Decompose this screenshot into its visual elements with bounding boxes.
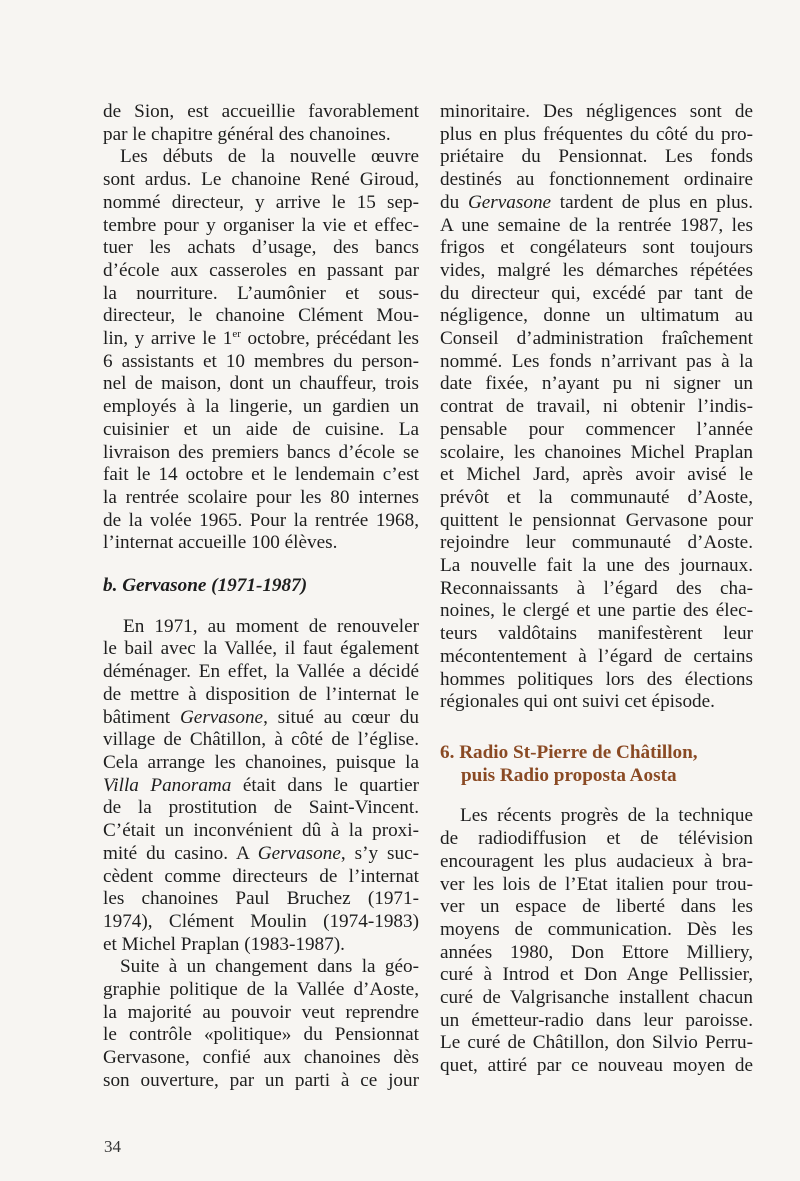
text-line: graphie politique de la Vallée d’Aoste, xyxy=(103,979,419,1001)
text-line: bâtiment Gervasone, situé au cœur du xyxy=(103,706,419,728)
paragraph-gervasone xyxy=(103,616,419,957)
text-line: rejoindre leur communauté d’Aoste. xyxy=(440,532,753,554)
text-line: mécontentement à l’égard de certains xyxy=(440,645,753,667)
paragraph-debuts xyxy=(103,146,419,555)
text-line: la nourriture. L’aumônier et sous- xyxy=(103,282,419,304)
text-line: destinés au fonctionnement ordinaire xyxy=(440,169,753,191)
text-line: la rentrée scolaire pour les 80 internes xyxy=(103,486,419,508)
page-number: 34 xyxy=(104,1137,121,1156)
text-line: de la prostitution de Saint-Vincent. xyxy=(103,797,419,819)
text-line: déménager. En effet, la Vallée a décidé xyxy=(103,661,419,683)
text-line: fait le 14 octobre et le lendemain c’est xyxy=(103,464,419,486)
text-line: le contrôle «politique» du Pensionnat xyxy=(103,1024,419,1046)
text-line: du directeur qui, excédé par tant de xyxy=(440,282,753,304)
text-line: frigos et congélateurs sont toujours xyxy=(440,237,753,259)
text-line: la majorité au pouvoir veut reprendre xyxy=(103,1001,419,1023)
text-line: lin, y arrive le 1er octobre, précédant les xyxy=(103,328,419,350)
text-line: En 1971, au moment de renouveler xyxy=(123,615,419,637)
text-line: du Gervasone tardent de plus en plus. xyxy=(440,191,754,213)
paragraph-radio xyxy=(440,805,753,1077)
section-heading xyxy=(440,742,753,787)
text-line: cèdent comme directeurs de l’internat xyxy=(103,865,419,887)
text-line: noines, le clergé et une partie des élec- xyxy=(440,600,753,622)
text-line: teurs valdôtains manifestèrent leur xyxy=(440,623,753,645)
paragraph-negligences xyxy=(440,101,753,714)
text-line: ver les lois de l’Etat italien pour trou- xyxy=(440,873,753,895)
text-line: d’école aux casseroles en passant par xyxy=(103,259,419,281)
paragraph-politique xyxy=(103,956,419,1092)
text-line: 6 assistants et 10 membres du person- xyxy=(103,350,419,372)
text-line: plus en plus fréquentes du côté du pro- xyxy=(440,123,753,145)
text-line: scolaire, les chanoines Michel Praplan xyxy=(440,441,753,463)
text-line: années 1980, Don Ettore Milliery, xyxy=(440,941,753,963)
text-line: par le chapitre général des chanoines. xyxy=(103,123,391,145)
text-line: régionales qui ont suivi cet épisode. xyxy=(440,691,715,713)
left-column xyxy=(103,101,419,1093)
text-line: de mettre à disposition de l’internat le xyxy=(103,683,419,705)
text-line: cuisinier et un aide de cuisine. La xyxy=(103,418,419,440)
text-line: de radiodiffusion et de télévision xyxy=(440,828,753,850)
text-line: l’internat accueille 100 élèves. xyxy=(103,532,338,554)
text-line: quet, attiré par ce nouveau moyen de xyxy=(440,1055,753,1077)
text-line: Les récents progrès de la technique xyxy=(460,805,753,827)
text-line: moyens de communication. Dès les xyxy=(440,918,753,940)
text-line: un émetteur-radio dans leur paroisse. xyxy=(440,1009,753,1031)
text-line: A une semaine de la rentrée 1987, les xyxy=(440,214,753,236)
text-line: sont ardus. Le chanoine René Giroud, xyxy=(103,169,419,191)
subsection-heading: b. Gervasone (1971-1987) xyxy=(103,575,308,597)
text-line: contrat de travail, ni obtenir l’indis- xyxy=(440,396,753,418)
text-line: 1974), Clément Moulin (1974-1983) xyxy=(103,910,419,932)
text-line: négligence, donne un ultimatum au xyxy=(440,305,753,327)
paragraph-continued xyxy=(103,101,419,146)
text-line: directeur, le chanoine Clément Mou- xyxy=(103,305,419,327)
text-line: quittent le pensionnat Gervasone pour xyxy=(440,509,753,531)
text-line: nommé. Les fonds n’arrivant pas à la xyxy=(440,350,753,372)
text-line: curé de Valgrisanche installent chacun xyxy=(440,987,753,1009)
text-line: Suite à un changement dans la géo- xyxy=(120,956,419,978)
text-line: livraison des premiers bancs d’école se xyxy=(103,441,419,463)
text-line: encouragent les plus audacieux à bra- xyxy=(440,850,753,872)
text-line: Gervasone, confié aux chanoines dès xyxy=(103,1047,419,1069)
text-line: ver un espace de liberté dans les xyxy=(440,896,753,918)
text-line: date fixée, n’ayant pu ni signer un xyxy=(440,373,753,395)
text-line: Reconnaissants à l’égard des cha- xyxy=(440,577,753,599)
text-line: Conseil d’administration fraîchement xyxy=(440,328,753,350)
right-column xyxy=(440,101,753,1078)
text-line: C’était un inconvénient dû à la proxi- xyxy=(103,820,419,842)
text-line: priétaire du Pensionnat. Les fonds xyxy=(440,146,753,168)
text-line: employés à la lingerie, un gardien un xyxy=(103,396,419,418)
text-line: tembre pour y organiser la vie et effec- xyxy=(103,214,419,236)
text-line: et Michel Jard, après avoir avisé le xyxy=(440,464,753,486)
text-line: Les débuts de la nouvelle œuvre xyxy=(120,146,419,168)
text-line: Le curé de Châtillon, don Silvio Perru- xyxy=(440,1032,753,1054)
section-heading-line: puis Radio proposta Aosta xyxy=(461,764,677,786)
text-line: vides, malgré les démarches répétées xyxy=(440,259,753,281)
superscript: er xyxy=(232,328,241,341)
text-line: de la volée 1965. Pour la rentrée 1968, xyxy=(103,509,419,531)
text-line: les chanoines Paul Bruchez (1971- xyxy=(103,888,419,910)
text-line: tuer les achats d’usage, des bancs xyxy=(103,237,419,259)
text-line: le bail avec la Vallée, il faut également xyxy=(103,638,419,660)
text-line: Villa Panorama était dans le quartier xyxy=(103,774,419,796)
text-line: nommé directeur, y arrive le 15 sep- xyxy=(103,191,419,213)
text-line: La nouvelle fait la une des journaux. xyxy=(440,555,753,577)
section-heading-line: 6. Radio St-Pierre de Châtillon, xyxy=(440,741,698,763)
text-line: son ouverture, par un parti à ce jour xyxy=(103,1069,419,1091)
text-line: curé à Introd et Don Ange Pellissier, xyxy=(440,964,753,986)
text-line: mité du casino. A Gervasone, s’y suc- xyxy=(103,842,419,864)
text-line: et Michel Praplan (1983-1987). xyxy=(103,933,345,955)
text-line: pensable pour commencer l’année xyxy=(440,418,753,440)
text-line: Cela arrange les chanoines, puisque la xyxy=(103,751,419,773)
text-line: minoritaire. Des négligences sont de xyxy=(440,101,753,122)
text-line: prévôt et la communauté d’Aoste, xyxy=(440,486,753,508)
text-line: village de Châtillon, à côté de l’église. xyxy=(103,729,419,751)
text-line: de Sion, est accueillie favorablement xyxy=(103,101,419,122)
text-line: nel de maison, dont un chauffeur, trois xyxy=(103,373,419,395)
text-line: hommes politiques lors des élections xyxy=(440,668,753,690)
